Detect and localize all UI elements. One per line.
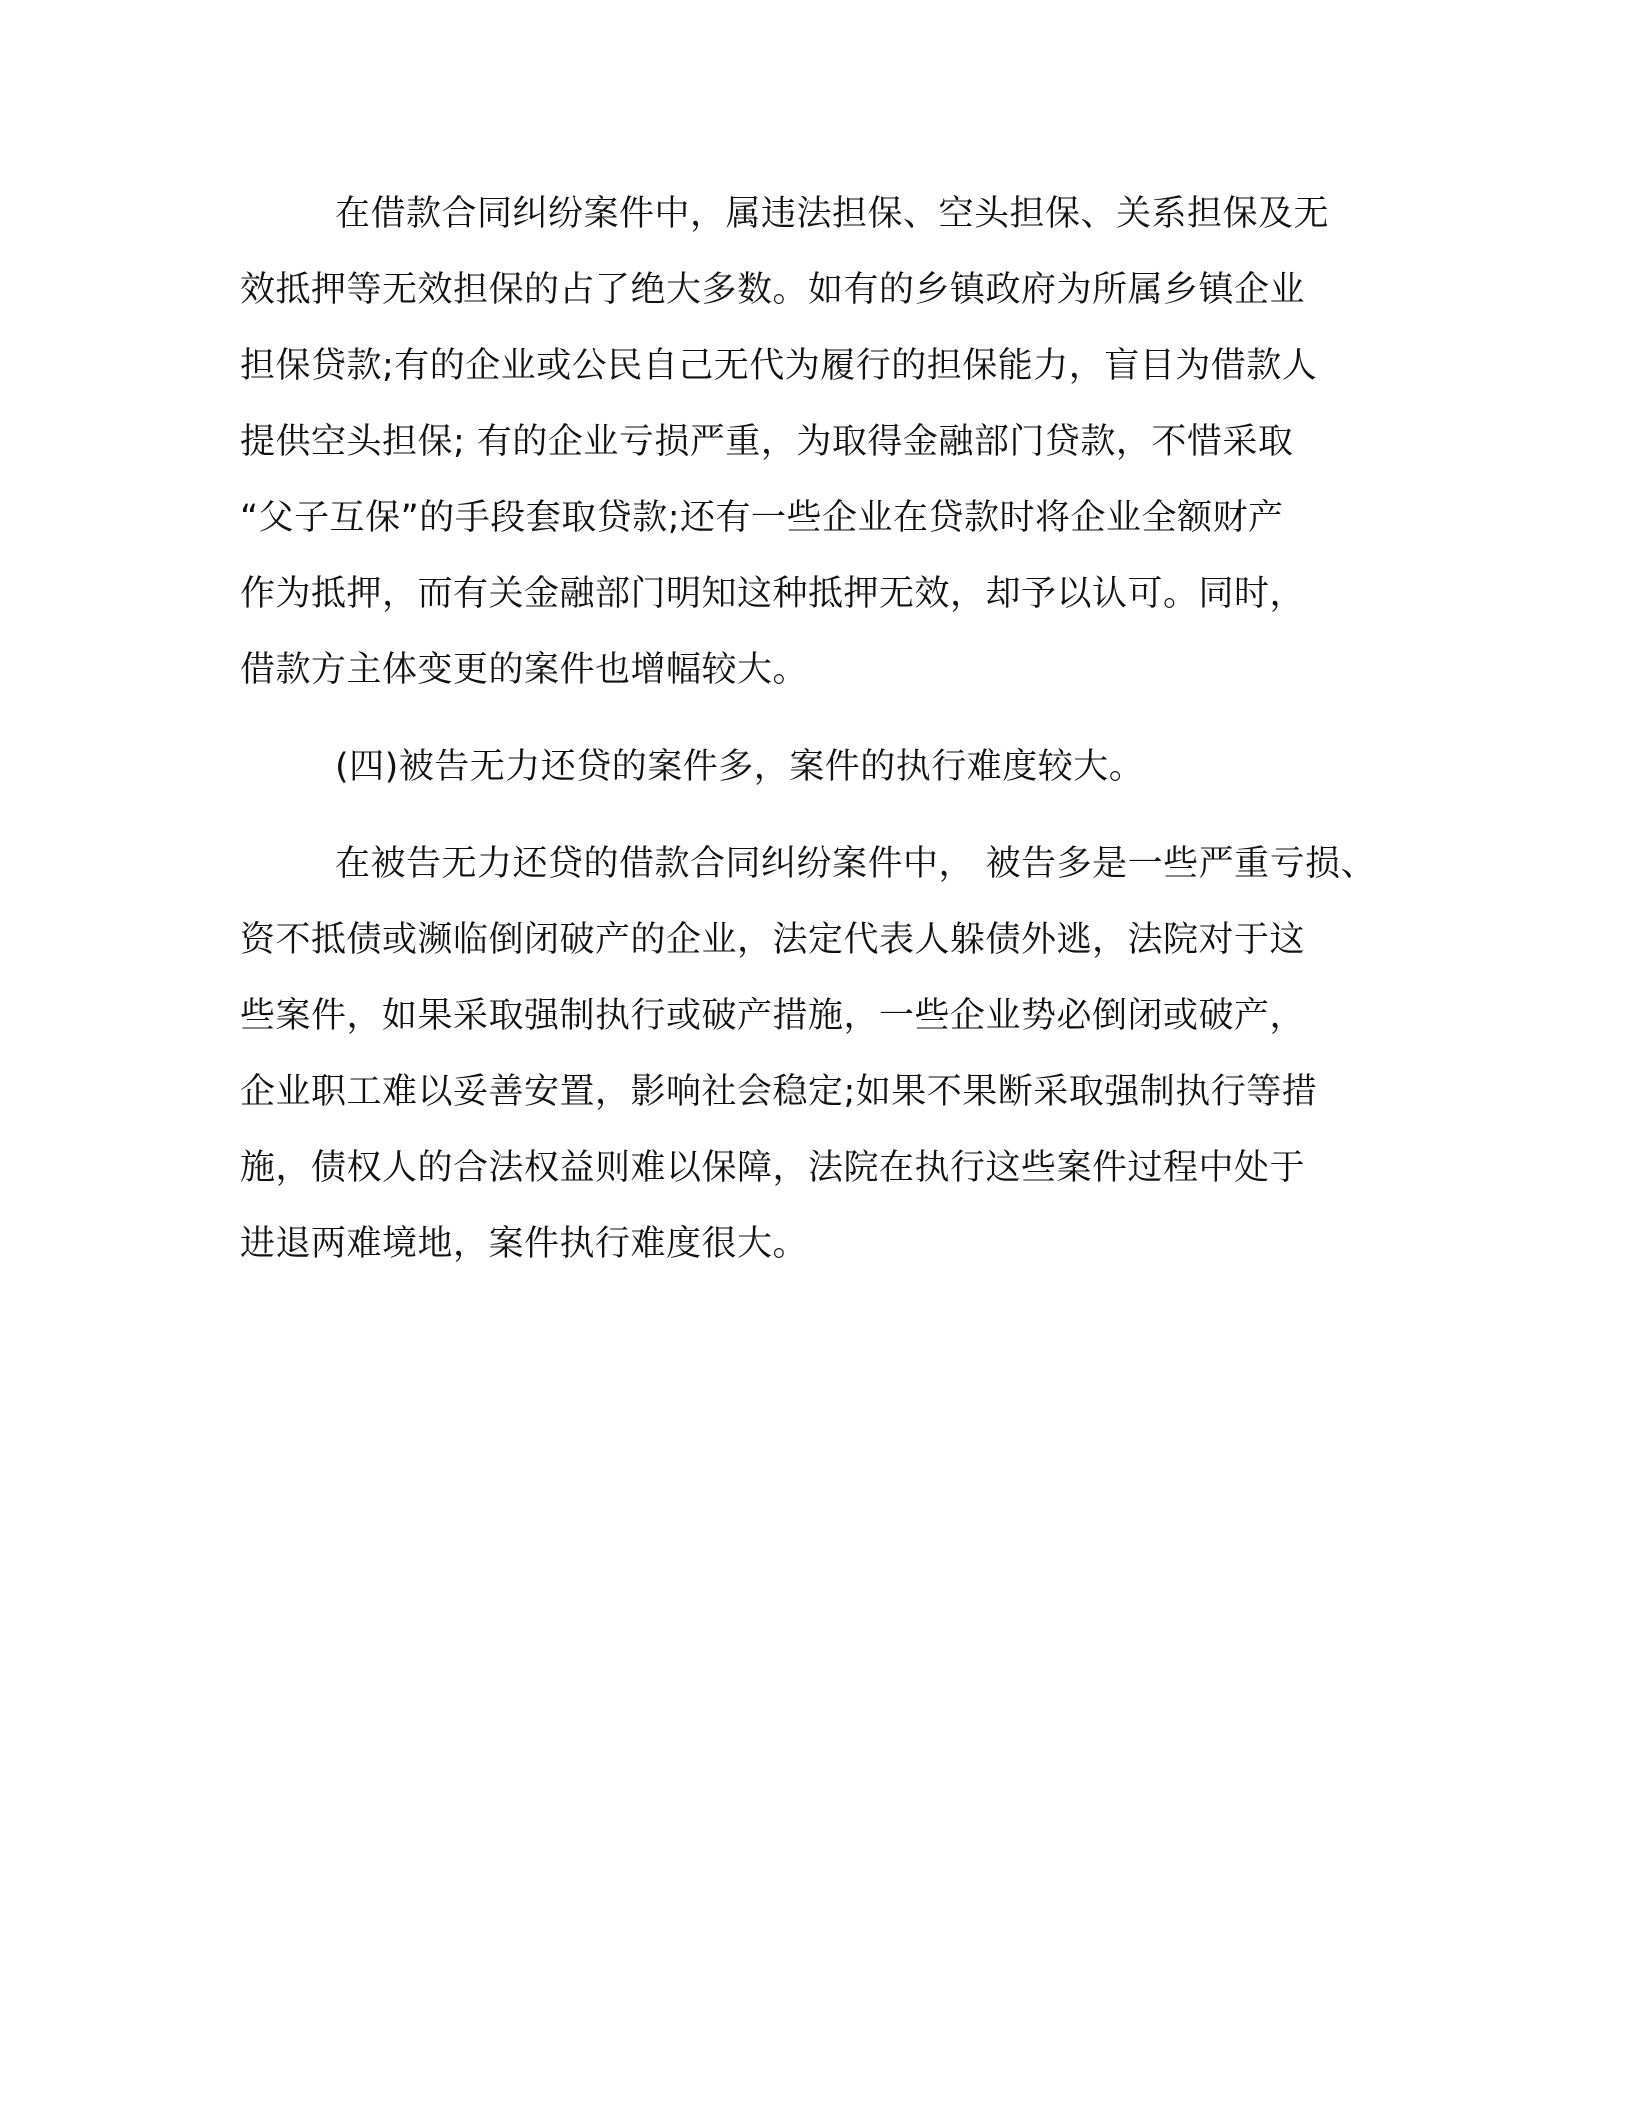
section-heading-4: (四)被告无力还贷的案件多，案件的执行难度较大。 bbox=[335, 747, 1145, 787]
paragraph-1-line-7: 借款方主体变更的案件也增幅较大。 bbox=[240, 650, 809, 690]
paragraph-3-line-5: 施，债权人的合法权益则难以保障，法院在执行这些案件过程中处于 bbox=[240, 1148, 1306, 1188]
paragraph-3-line-3: 些案件，如果采取强制执行或破产措施，一些企业势必倒闭或破产， bbox=[240, 996, 1306, 1036]
paragraph-3-line-4: 企业职工难以妥善安置，影响社会稳定;如果不果断采取强制执行等措 bbox=[240, 1072, 1318, 1112]
paragraph-1-line-3: 担保贷款;有的企业或公民自己无代为履行的担保能力，盲目为借款人 bbox=[240, 346, 1318, 386]
paragraph-1-line-2: 效抵押等无效担保的占了绝大多数。如有的乡镇政府为所属乡镇企业 bbox=[240, 270, 1306, 310]
paragraph-3-line-6: 进退两难境地，案件执行难度很大。 bbox=[240, 1224, 809, 1264]
paragraph-1-line-6: 作为抵押，而有关金融部门明知这种抵押无效，却予以认可。同时， bbox=[240, 574, 1306, 614]
paragraph-3-line-2: 资不抵债或濒临倒闭破产的企业，法定代表人躲债外逃，法院对于这 bbox=[240, 920, 1306, 960]
paragraph-3-line-1: 在被告无力还贷的借款合同纠纷案件中， 被告多是一些严重亏损、 bbox=[335, 844, 1377, 884]
paragraph-1-line-1: 在借款合同纠纷案件中，属违法担保、空头担保、关系担保及无 bbox=[335, 194, 1330, 234]
paragraph-1-line-4: 提供空头担保; 有的企业亏损严重，为取得金融部门贷款，不惜采取 bbox=[240, 422, 1294, 462]
paragraph-1-line-5: “父子互保”的手段套取贷款;还有一些企业在贷款时将企业全额财产 bbox=[240, 498, 1284, 538]
